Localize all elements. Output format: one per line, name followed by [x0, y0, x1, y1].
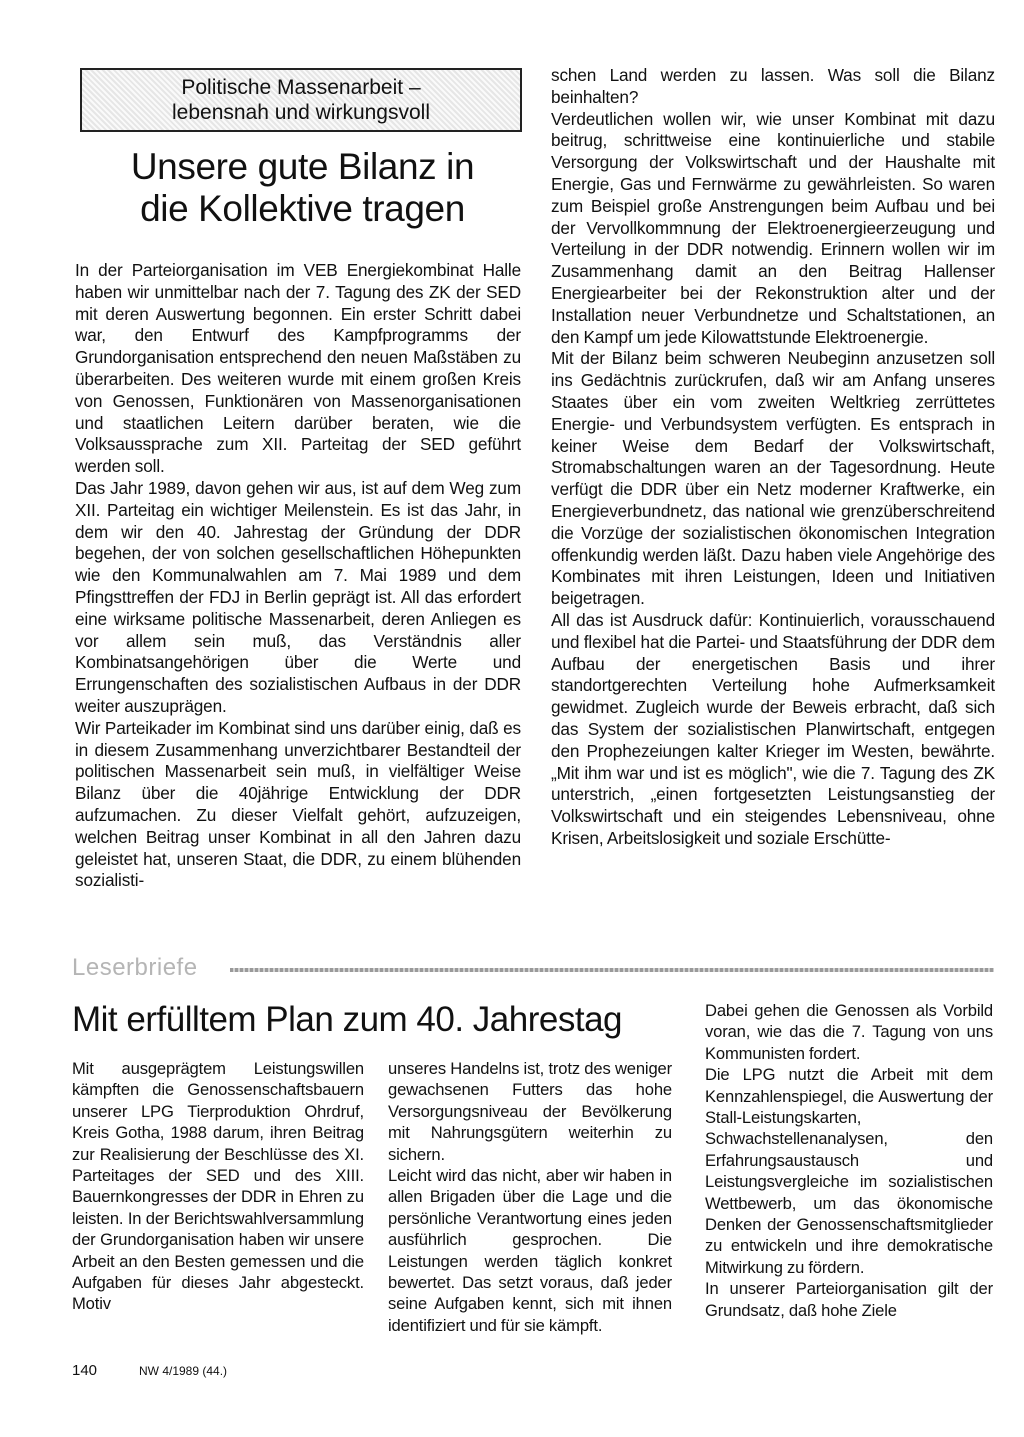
paragraph: Dabei gehen die Genossen als Vorbild voran, wie das die 7. Tagung von uns Kommunisten fordert.: [705, 1001, 993, 1063]
kicker-box: [80, 68, 522, 132]
article-headline: [80, 146, 525, 230]
section-label-leserbriefe: Leserbriefe: [72, 954, 198, 981]
paragraph: All das ist Ausdruck dafür: Kontinuierlich, vorausschauend und flexibel hat die Partei- und Staatsführung der DDR dem Aufbau der energetischen Basis und ihrer standortgerechten Verteilung hohe Aufmerksamkeit gewidmet. Zugleich wurde der Beweis erbracht, daß sich das System der sozialistischen Planwirtschaft, entgegen den Prophezeiungen kalter Krieger im Westen, bewährte. „Mit ihm war und ist es möglich", wie die 7. Tagung des ZK unterstrich, „einen fortgesetzten Leistungsanstieg der Volkswirtschaft und ein steigendes Lebensniveau, ohne Krisen, Arbeitslosigkeit und soziale Erschütte-: [551, 609, 995, 848]
headline-line-1: Unsere gute Bilanz in: [130, 146, 475, 187]
article-2-column-1: [72, 1058, 364, 1315]
issue-info: NW 4/1989 (44.): [139, 1364, 228, 1378]
paragraph: In der Parteiorganisation im VEB Energiekombinat Halle haben wir unmittelbar nach der 7. Tagung des ZK der SED mit deren Auswertung begonnen. Ein erster Schritt dabei war, den Entwurf des Kampfprogramms der Grundorganisation entsprechend den neuen Maßstäben zu überarbeiten. Des weiteren wurde mit einem großen Kreis von Genossen, Funktionären von Massenorganisationen und staatlichen Leitern darüber beraten, wie die Volksaussprache zum XII. Parteitag der SED geführt werden soll.: [75, 260, 521, 477]
article-1-column-1: [75, 260, 521, 892]
paragraph: Das Jahr 1989, davon gehen wir aus, ist auf dem Weg zum XII. Parteitag ein wichtiger Meilenstein. Es ist das Jahr, in dem wir den 40. Jahrestag der Gründung der DDR begehen, der von solchen gesellschaftlichen Höhepunkten wie den Kommunalwahlen am 7. Mai 1989 und dem Pfingsttreffen der FDJ in Berlin geprägt ist. All das erfordert eine wirksame politische Massenarbeit, deren Anliegen es vor allem sein muß, das Verständnis aller Kombinatsangehörigen über die Werte und Errungenschaften des sozialistischen Aufbaus in der DDR weiter auszuprägen.: [75, 477, 521, 716]
paragraph: Verdeutlichen wollen wir, wie unser Kombinat mit dazu beitrug, schrittweise eine kontinuierliche und stabile Versorgung der Volkswirtschaft und der Haushalte mit Energie, Gas und Fernwärme zu gewährleisten. So waren zum Beispiel große Anstrengungen beim Aufbau und bei der Vervollkommnung der Elektroenergieerzeugung und Verteilung in der DDR notwendig. Erinnern wollen wir im Zusammenhang damit an den Beitrag Hallenser Energiearbeiter bei der Rekonstruktion alter und der Installation neuer Verbundnetze und Schaltstationen, an den Kampf um jede Kilowattstunde Elektroenergie.: [551, 108, 995, 347]
page-number: 140: [72, 1362, 98, 1379]
paragraph: In unserer Parteiorganisation gilt der Grundsatz, daß hohe Ziele: [705, 1279, 993, 1320]
article-2-column-3: [705, 1000, 993, 1321]
paragraph: Mit ausgeprägtem Leistungswillen kämpften die Genossenschaftsbauern unserer LPG Tierproduktion Ohrdruf, Kreis Gotha, 1988 darum, ihren Beitrag zur Realisierung der Beschlüsse des XI. Parteitages der SED und des XIII. Bauernkongresses der DDR in Ehren zu leisten. In der Berichtswahlversammlung der Grundorganisation haben wir unsere Arbeit an den Besten gemessen und die Aufgaben für dieses Jahr abgesteckt. Motiv: [72, 1059, 364, 1314]
paragraph: schen Land werden zu lassen. Was soll die Bilanz beinhalten?: [551, 65, 995, 107]
kicker-line-2: lebensnah und wirkungsvoll: [172, 101, 430, 124]
article-2-column-2: [388, 1058, 672, 1336]
paragraph: Wir Parteikader im Kombinat sind uns darüber einig, daß es in diesem Zusammenhang unverzichtbarer Bestandteil der politischen Massenarbeit sein muß, in vielfältiger Weise Bilanz über die 40jährige Entwicklung der DDR aufzumachen. Zu dieser Vielfalt gehört, aufzuzeigen, welchen Beitrag unser Kombinat in all den Jahren dazu geleistet hat, unseren Staat, die DDR, zu einem blühenden sozialisti-: [75, 717, 521, 891]
section-rule: [230, 968, 994, 972]
paragraph: Die LPG nutzt die Arbeit mit dem Kennzahlenspiegel, die Auswertung der Stall-Leistungskarten, Schwachstellenanalysen, den Erfahrungsaustausch und Leistungsvergleiche im sozialistischen Wettbewerb, um das ökonomische Denken der Genossenschaftsmitglieder zu entwickeln und ihre demokratische Mitwirkung zu fördern.: [705, 1065, 993, 1277]
paragraph: Mit der Bilanz beim schweren Neubeginn anzusetzen soll ins Gedächtnis zurückrufen, daß wir am Anfang unseres Staates über ein vom zweiten Weltkrieg zerrüttetes Energie- und Verbundsystem verfügten. Es entsprach in keiner Weise dem Bedarf der Volkswirtschaft, Stromabschaltungen waren an der Tagesordnung. Heute verfügt die DDR über ein Netz moderner Kraftwerke, ein Energieverbundnetz, das national wie grenzüberschreitend die Vorzüge der sozialistischen ökonomischen Integration offenkundig werden läßt. Dazu haben viele Angehörige des Kombinates mit ihren Leistungen, Ideen und Initiativen beigetragen.: [551, 348, 995, 609]
paragraph: unseres Handelns ist, trotz des weniger gewachsenen Futters das hohe Versorgungsniveau der Bevölkerung mit Nahrungsgütern weiterhin zu sichern.: [388, 1059, 672, 1164]
letter-headline: Mit erfülltem Plan zum 40. Jahrestag: [72, 1000, 623, 1039]
kicker-line-1: Politische Massenarbeit –: [181, 76, 421, 99]
headline-line-2: die Kollektive tragen: [140, 188, 465, 229]
paragraph: Leicht wird das nicht, aber wir haben in allen Brigaden über die Lage und die persönliche Verantwortung eines jeden ausführlich gesprochen. Die Leistungen werden täglich konkret bewertet. Das setzt voraus, daß jeder seine Aufgaben kennt, sich mit ihnen identifiziert und für sie kämpft.: [388, 1166, 672, 1335]
article-1-column-2: [551, 65, 995, 850]
